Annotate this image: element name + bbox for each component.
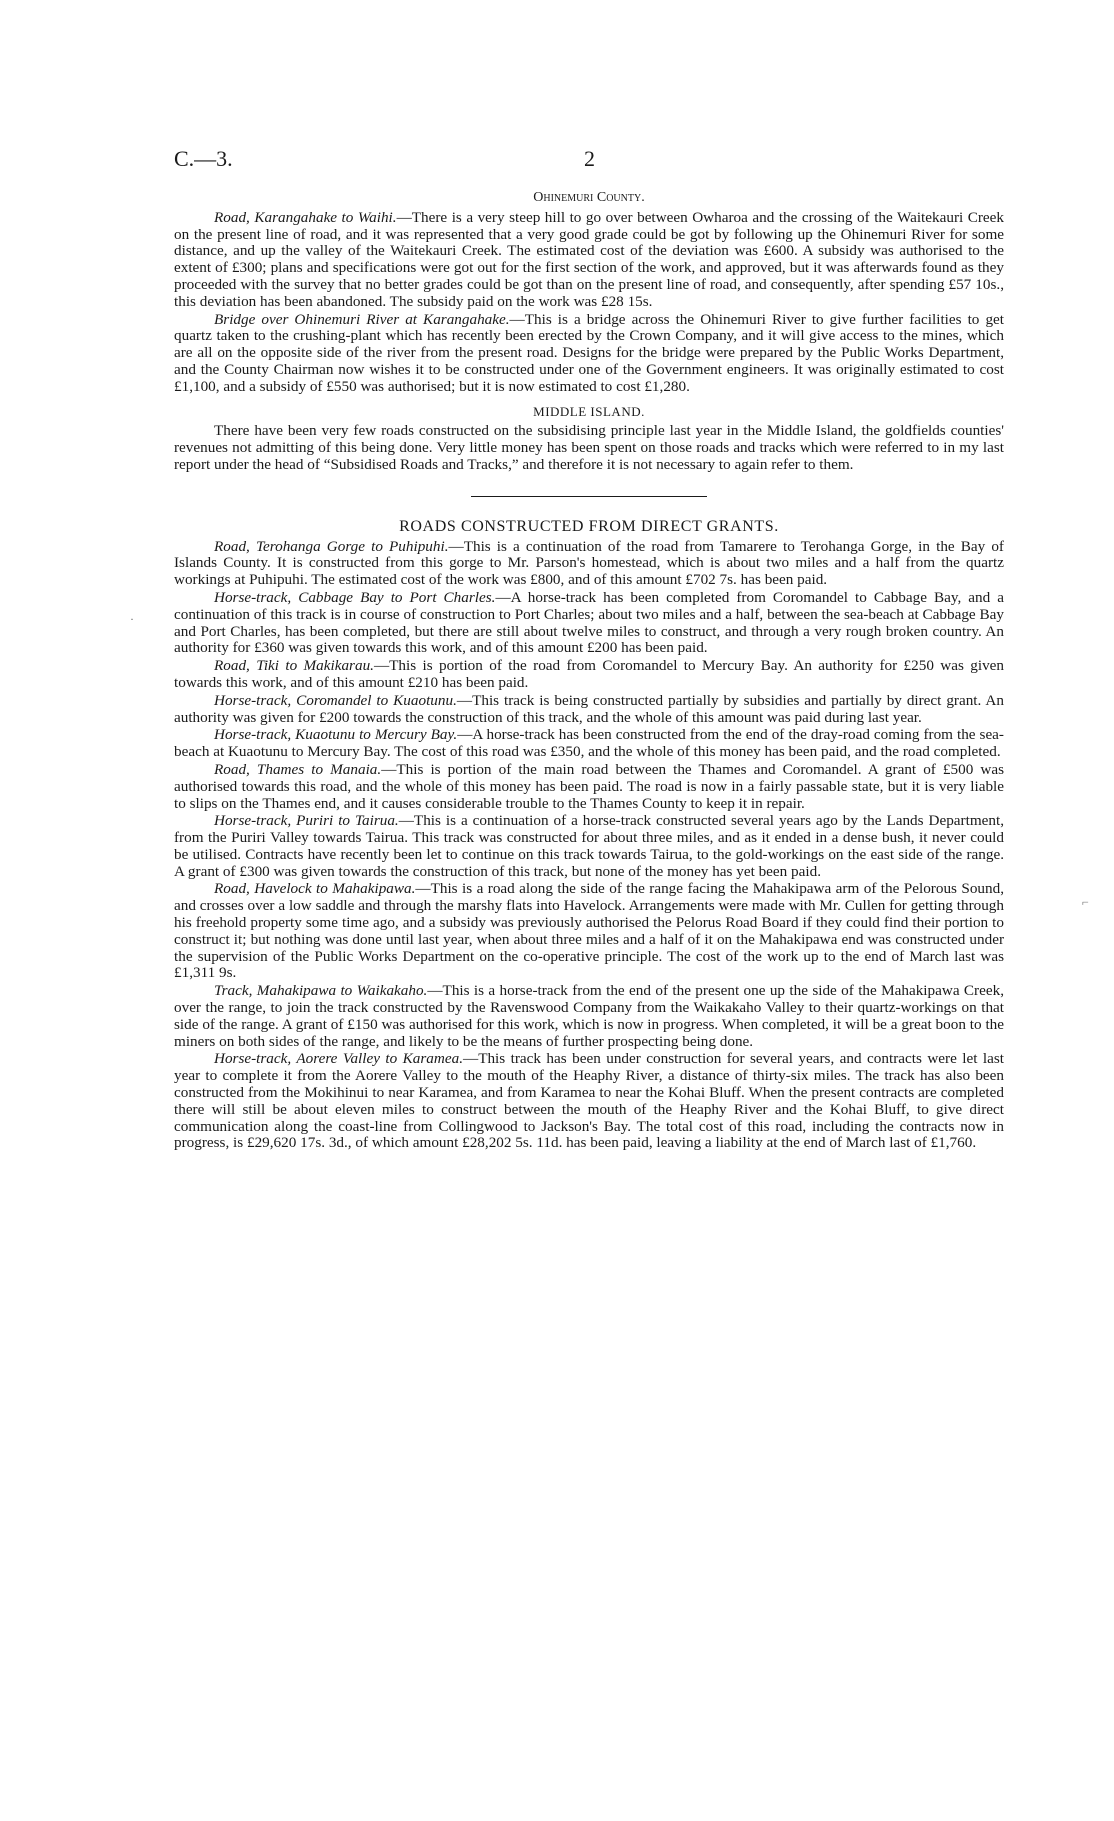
entry-text: —A horse-track has been constructed from the end of the dray-road coming from the sea-beach at Kuaotunu to Mercury Bay. The cost of this road was £350, and the whole of this money has been paid, and the road completed. bbox=[174, 726, 1004, 761]
entry-lead: Horse-track, Puriri to Tairua. bbox=[214, 812, 399, 830]
grant-entry bbox=[174, 1051, 1004, 1152]
entry-lead: Track, Mahakipawa to Waikakaho. bbox=[214, 982, 428, 1000]
grant-entry bbox=[174, 693, 1004, 727]
paragraph-middle-island: There have been very few roads constructed on the subsidising principle last year in the Middle Island, the goldfields counties' revenues not admitting of this being done. Very little money has been spent on those roads and tracks which were referred to in my last report under the head of “Subsidised Roads and Tracks,” and therefore it is not necessary to again refer to them. bbox=[174, 422, 1004, 473]
entry-text: —This is portion of the main road between the Thames and Coromandel. A grant of £500 was authorised towards this road, and the whole of this money has been paid. The road is now in a fairly passable state, but it is very liable to slips on the Thames end, and it causes considerable trouble to the Thames County to keep it in repair. bbox=[174, 760, 1004, 812]
entry-text: —This is a road along the side of the range facing the Mahakipawa arm of the Pelorous Sound, and crosses over a low saddle and through the marshy flats into Havelock. Arrangements were made with Mr. Cullen for getting through his freehold property some time ago, and a subsidy was previously authorised the Pelorus Road Board if they could find their portion to construct it; but nothing was done until last year, when about three miles and a half of it on the Mahakipawa end was constructed under the supervision of the Public Works Department on the co-operative principle. The cost of the work up to the end of March last was £1,311 9s. bbox=[174, 880, 1004, 982]
grant-entry bbox=[174, 881, 1004, 982]
entry-lead: Horse-track, Aorere Valley to Karamea. bbox=[214, 1050, 463, 1068]
section-title-middle-island: MIDDLE ISLAND. bbox=[533, 403, 645, 419]
section-title-direct-grants: ROADS CONSTRUCTED FROM DIRECT GRANTS. bbox=[399, 517, 779, 535]
margin-mark-right: ⌐ bbox=[1082, 895, 1089, 909]
entry-lead: Horse-track, Kuaotunu to Mercury Bay. bbox=[214, 726, 458, 744]
section-divider bbox=[471, 496, 707, 497]
grant-entry bbox=[174, 813, 1004, 880]
entry-text: —This is a continuation of the road from Tamarere to Terohanga Gorge, in the Bay of Islands County. It is constructed from this gorge to Mr. Parson's homestead, which is about two miles and a half from the quartz workings at Puhipuhi. The estimated cost of the work was £800, and of this amount £702 7s. has been paid. bbox=[174, 537, 1004, 589]
grant-entry bbox=[174, 658, 1004, 692]
page-header bbox=[174, 146, 1004, 176]
margin-mark-left: · bbox=[130, 612, 134, 626]
paragraph-ohinemuri-bridge bbox=[174, 312, 1004, 396]
entry-lead: Bridge over Ohinemuri River at Karangahake. bbox=[214, 310, 510, 328]
entry-text: —This is a bridge across the Ohinemuri River to give further facilities to get quartz taken to the crushing-plant which has recently been erected by the Crown Company, and it will give access to the mines, which are all on the opposite side of the river from the present road. Designs for the bridge were prepared by the Public Works Department, and the County Chairman now wishes it to be constructed under one of the Government engineers. It was originally estimated to cost £1,100, and a subsidy of £550 was authorised; but it is now estimated to cost £1,280. bbox=[174, 310, 1004, 395]
entry-lead: Horse-track, Cabbage Bay to Port Charles. bbox=[214, 588, 496, 606]
page-number: 2 bbox=[584, 146, 595, 171]
document-reference: C.—3. bbox=[174, 146, 233, 171]
grant-entry bbox=[174, 590, 1004, 657]
entry-text: —This track has been under construction for several years, and contracts were let last year to complete it from the Aorere Valley to the mouth of the Heaphy River, a distance of thirty-six miles. The track has also been constructed from the Mokihinui to near Karamea, and from Karamea to near the Kohai Bluff. When the present contracts are completed there will still be about eleven miles to construct between the mouth of the Heaphy River and the Kohai Bluff, to give direct communication along the coast-line from Collingwood to Jackson's Bay. The total cost of this road, including the contracts now in progress, is £29,620 17s. 3d., of which amount £28,202 5s. 11d. has been paid, leaving a liability at the end of March last of £1,760. bbox=[174, 1050, 1004, 1152]
entry-lead: Road, Terohanga Gorge to Puhipuhi. bbox=[214, 537, 449, 555]
page-content bbox=[174, 190, 1004, 1153]
entry-text: —There is a very steep hill to go over between Owharoa and the crossing of the Waitekauri Creek on the present line of road, and it was represented that a very good grade could be got by following up the Ohinemuri River for some distance, and up the valley of the Waitekauri Creek. The estimated cost of the deviation was £600. A subsidy was authorised to the extent of £300; plans and specifications were got out for the first section of the work, and approved, but it was afterwards found as they proceeded with the survey that no better grades could be got than on the present line of road, and consequently, after spending £57 10s., this deviation has been abandoned. The subsidy paid on the work was £28 15s. bbox=[174, 208, 1005, 310]
direct-grants-entries bbox=[174, 539, 1004, 1153]
grant-entry bbox=[174, 727, 1004, 761]
entry-lead: Road, Havelock to Mahakipawa. bbox=[214, 880, 416, 898]
section-title-ohinemuri: Ohinemuri County. bbox=[533, 190, 645, 205]
entry-lead: Horse-track, Coromandel to Kuaotunu. bbox=[214, 691, 457, 709]
grant-entry bbox=[174, 539, 1004, 589]
entry-lead: Road, Thames to Manaia. bbox=[214, 760, 382, 778]
entry-text: —This is a horse-track from the end of the present one up the side of the Mahakipawa Creek, over the range, to join the track constructed by the Ravenswood Company from the Waikakaho Valley to their quartz-workings on that side of the range. A grant of £150 was authorised for this work, which is now in progress. When completed, it will be a great boon to the miners on both sides of the range, and likely to be the means of further prospecting being done. bbox=[174, 982, 1004, 1050]
entry-text: —This track is being constructed partially by subsidies and partially by direct grant. An authority was given for £200 towards the construction of this track, and the whole of this amount was paid during last year. bbox=[174, 691, 1004, 726]
entry-lead: Road, Tiki to Makikarau. bbox=[214, 657, 374, 675]
grant-entry bbox=[174, 762, 1004, 812]
paragraph-karangahake-waihi bbox=[174, 210, 1004, 311]
entry-text: —A horse-track has been completed from Coromandel to Cabbage Bay, and a continuation of this track is in course of construction to Port Charles; about two miles and a half, between the sea-beach at Cabbage Bay and Port Charles, has been completed, but there are still about twelve miles to construct, and through a very rough broken country. An authority for £360 was given towards this work, and of this amount £200 has been paid. bbox=[174, 588, 1004, 657]
entry-text: —This is a continuation of a horse-track constructed several years ago by the Lands Department, from the Puriri Valley towards Tairua. This track was constructed for about three miles, and as it ended in a dense bush, it never could be utilised. Contracts have recently been let to continue on this track towards Tairua, to the gold-workings on the east side of the range. A grant of £300 was given towards the construction of this track, but none of the money has yet been paid. bbox=[174, 812, 1004, 880]
grant-entry bbox=[174, 983, 1004, 1050]
entry-lead: Road, Karangahake to Waihi. bbox=[214, 208, 397, 226]
entry-text: —This is portion of the road from Coromandel to Mercury Bay. An authority for £250 was given towards this work, and of this amount £210 has been paid. bbox=[174, 657, 1004, 691]
